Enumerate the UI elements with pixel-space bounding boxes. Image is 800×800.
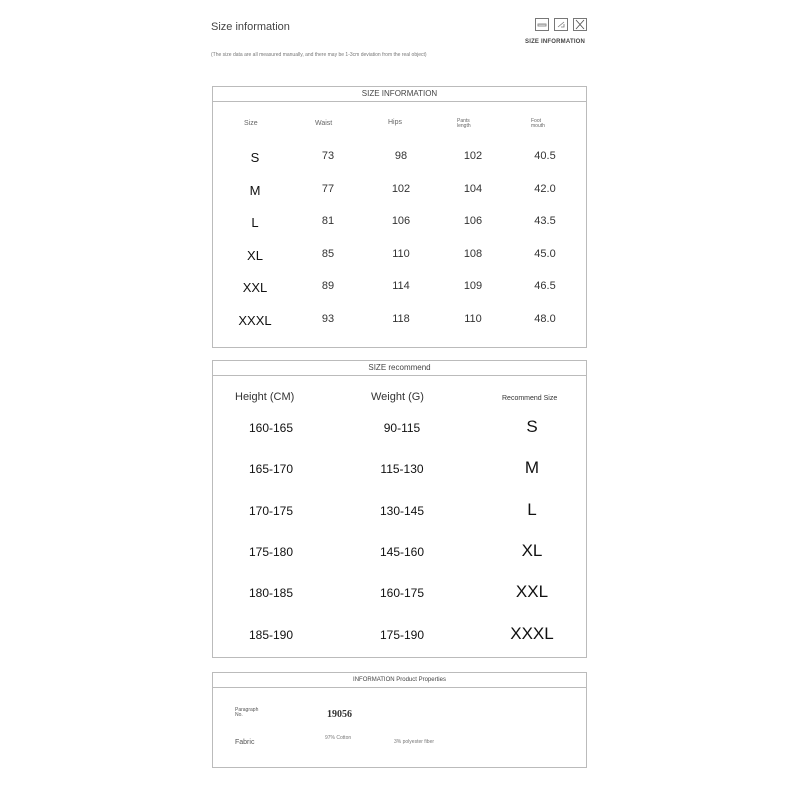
size-cell-foot-mouth: 45.0 — [534, 247, 556, 260]
size-information-panel — [212, 86, 587, 348]
size-cell-waist: 73 — [321, 150, 335, 162]
column-header-hips: Hips — [388, 119, 403, 126]
size-recommend-title: SIZE recommend — [213, 361, 586, 376]
recommend-cell-height: 160-165 — [248, 421, 294, 435]
size-cell-size: XXXL — [238, 313, 272, 328]
size-cell-hips: 102 — [391, 182, 411, 195]
size-cell-hips: 114 — [392, 280, 410, 293]
size-recommend-panel — [212, 360, 587, 658]
size-cell-pants-length: 104 — [463, 182, 483, 195]
column-header-size: Size — [244, 120, 258, 127]
column-header-foot-mouth: Foot mouth — [531, 118, 545, 129]
paragraph-label: Paragraph No. — [235, 707, 259, 718]
size-cell-pants-length: 110 — [464, 313, 482, 325]
size-cell-waist: 81 — [321, 215, 335, 228]
recommend-cell-recommend-size: L — [527, 499, 537, 519]
fabric-cotton: 97% Cotton — [325, 735, 352, 741]
size-cell-size: M — [249, 182, 261, 198]
size-cell-pants-length: 108 — [463, 247, 483, 260]
size-cell-foot-mouth: 40.5 — [534, 150, 556, 162]
size-cell-foot-mouth: 48.0 — [534, 313, 556, 325]
measurement-note: (The size data are all measured manually, and there may be 1-3cm deviation from the real object) — [211, 52, 427, 58]
fabric-polyester: 3% polyester fiber — [394, 739, 435, 745]
cross-icon — [573, 18, 587, 31]
ruler-icon — [535, 18, 549, 31]
size-cell-hips: 106 — [391, 215, 411, 228]
size-cell-foot-mouth: 43.5 — [534, 215, 556, 228]
size-cell-size: XL — [247, 247, 263, 263]
fabric-label: Fabric — [235, 739, 255, 746]
recommend-cell-weight: 160-175 — [379, 586, 425, 601]
recommend-cell-weight: 175-190 — [379, 627, 425, 642]
product-properties-panel — [212, 672, 587, 768]
recommend-cell-recommend-size: XL — [521, 540, 543, 560]
column-header-weight: Weight (G) — [371, 391, 424, 403]
size-cell-size: L — [251, 215, 259, 231]
recommend-cell-recommend-size: XXXL — [510, 623, 554, 643]
size-cell-waist: 77 — [321, 182, 335, 195]
size-cell-hips: 118 — [392, 313, 410, 325]
column-header-pants-length: Pants length — [457, 118, 471, 129]
recommend-cell-height: 180-185 — [248, 586, 294, 601]
size-cell-pants-length: 102 — [463, 150, 483, 162]
size-cell-pants-length: 109 — [463, 280, 483, 293]
size-cell-hips: 98 — [394, 150, 408, 162]
measure-angle-icon — [554, 18, 568, 31]
icon-row — [535, 18, 587, 31]
recommend-cell-height: 165-170 — [248, 462, 294, 477]
size-information-title: SIZE INFORMATION — [213, 87, 586, 102]
size-cell-pants-length: 106 — [463, 215, 483, 228]
recommend-cell-weight: 130-145 — [379, 503, 425, 518]
recommend-cell-weight: 90-115 — [383, 421, 421, 435]
icon-label: SIZE INFORMATION — [525, 39, 586, 45]
recommend-cell-weight: 145-160 — [379, 544, 425, 559]
size-cell-waist: 93 — [321, 313, 335, 325]
recommend-cell-recommend-size: XXL — [515, 582, 549, 602]
size-cell-hips: 110 — [392, 247, 410, 260]
recommend-cell-height: 175-180 — [248, 544, 294, 559]
recommend-cell-height: 185-190 — [248, 627, 294, 642]
page-title: Size information — [211, 21, 290, 33]
size-cell-foot-mouth: 42.0 — [534, 182, 556, 195]
size-cell-waist: 89 — [321, 280, 335, 293]
recommend-cell-height: 170-175 — [248, 503, 294, 518]
product-properties-title: INFORMATION Product Properties — [213, 673, 586, 688]
size-cell-size: XXL — [242, 280, 268, 296]
size-cell-size: S — [250, 150, 260, 165]
size-cell-foot-mouth: 46.5 — [534, 280, 556, 293]
recommend-cell-weight: 115-130 — [380, 462, 424, 477]
column-header-height: Height (CM) — [235, 391, 295, 403]
column-header-recommend-size: Recommend Size — [502, 395, 558, 402]
paragraph-value: 19056 — [327, 709, 352, 720]
recommend-cell-recommend-size: S — [526, 417, 538, 436]
size-cell-waist: 85 — [321, 247, 335, 260]
column-header-waist: Waist — [315, 120, 333, 127]
recommend-cell-recommend-size: M — [524, 458, 540, 478]
